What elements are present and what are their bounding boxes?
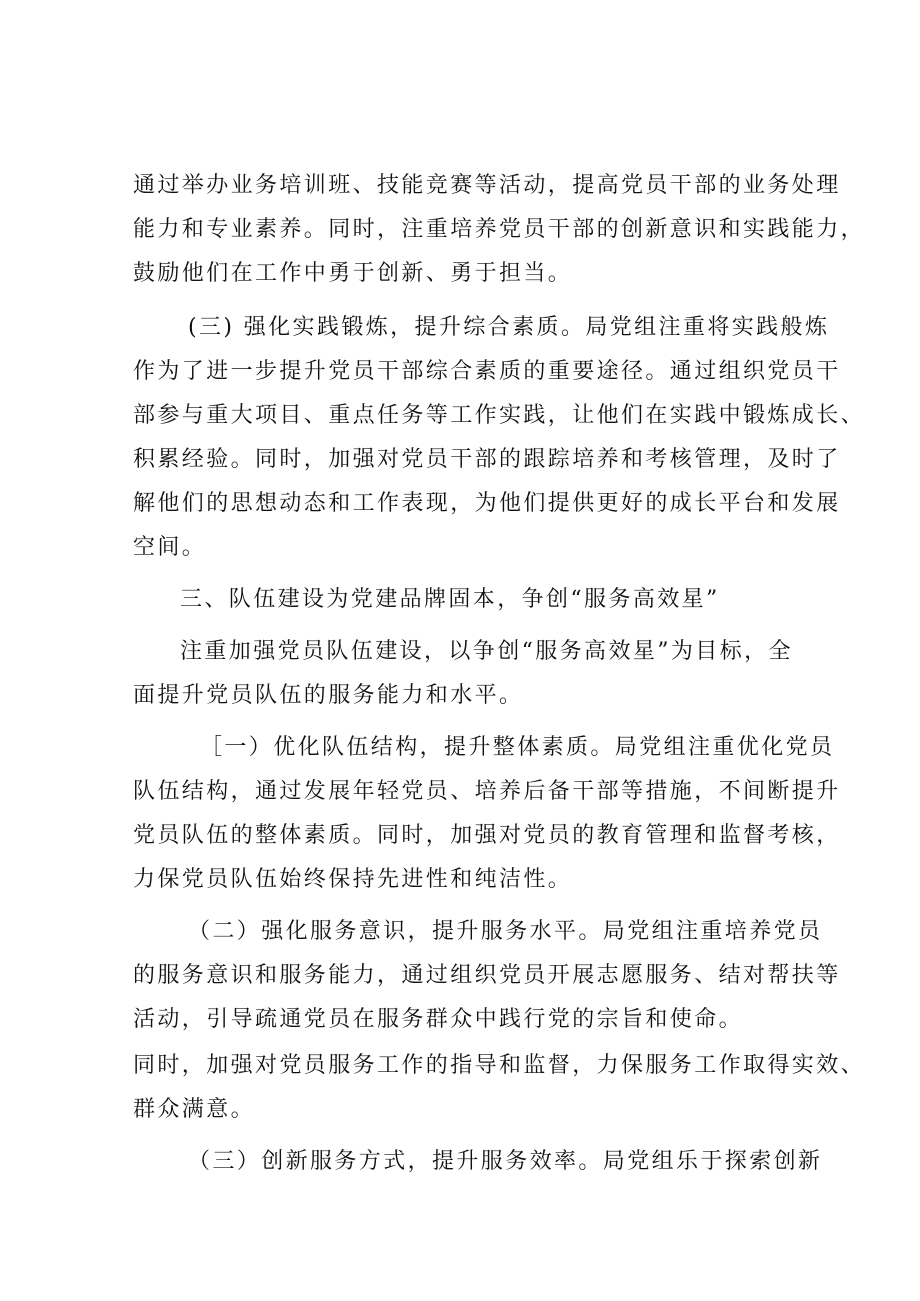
paragraph-line: 力保党员队伍始终保持先进性和纯洁性。: [133, 867, 573, 892]
paragraph-line: 解他们的思想动态和工作表现，为他们提供更好的成长平台和发展: [133, 491, 841, 516]
paragraph-line: 同时，加强对党员服务工作的指导和监督，力保服务工作取得实效、: [133, 1053, 866, 1078]
paragraph-line: 面提升党员队伍的服务能力和水平。: [133, 683, 524, 708]
section-heading: 三、队伍建设为党建品牌固本，争创“服务高效星”: [180, 587, 720, 612]
paragraph-line: 能力和专业素养。同时，注重培养党员干部的创新意识和实践能力，: [133, 217, 866, 242]
paragraph-line: 队伍结构，通过发展年轻党员、培养后备干部等措施，不间断提升: [133, 779, 841, 804]
paragraph-line: 党员队伍的整体素质。同时，加强对党员的教育管理和监督考核，: [133, 823, 841, 848]
subsection-line: (三) 强化实践锻炼，提升综合素质。局党组注重将实践般炼: [188, 315, 830, 340]
paragraph-line: 的服务意识和服务能力，通过组织党员开展志愿服务、结对帮扶等: [133, 963, 841, 988]
subsection-line: ［一）优化队伍结构，提升整体素质。局党组注重优化党员: [200, 735, 835, 760]
paragraph-line: 群众满意。: [133, 1097, 256, 1122]
paragraph-line: 鼓励他们在工作中勇于创新、勇于担当。: [133, 261, 573, 286]
paragraph-line: 活动，引导疏通党员在服务群众中践行党的宗旨和使命。: [133, 1007, 744, 1032]
paragraph-line: 作为了进一步提升党员干部综合素质的重要途径。通过组织党员干: [133, 359, 841, 384]
paragraph-line: 注重加强党员队伍建设，以争创“服务高效星”为目标，全: [180, 639, 793, 664]
subsection-line: （三）创新服务方式，提升服务效率。局党组乐于探索创新: [188, 1149, 823, 1174]
paragraph-line: 部参与重大项目、重点任务等工作实践，让他们在实践中锻炼成长、: [133, 403, 866, 428]
subsection-line: （二）强化服务意识，提升服务水平。局党组注重培养党员: [188, 919, 823, 944]
paragraph-line: 空间。: [133, 535, 207, 560]
paragraph-line: 通过举办业务培训班、技能竞赛等活动，提高党员干部的业务处理: [133, 173, 841, 198]
paragraph-line: 积累经验。同时，加强对党员干部的跟踪培养和考核管理，及时了: [133, 447, 841, 472]
